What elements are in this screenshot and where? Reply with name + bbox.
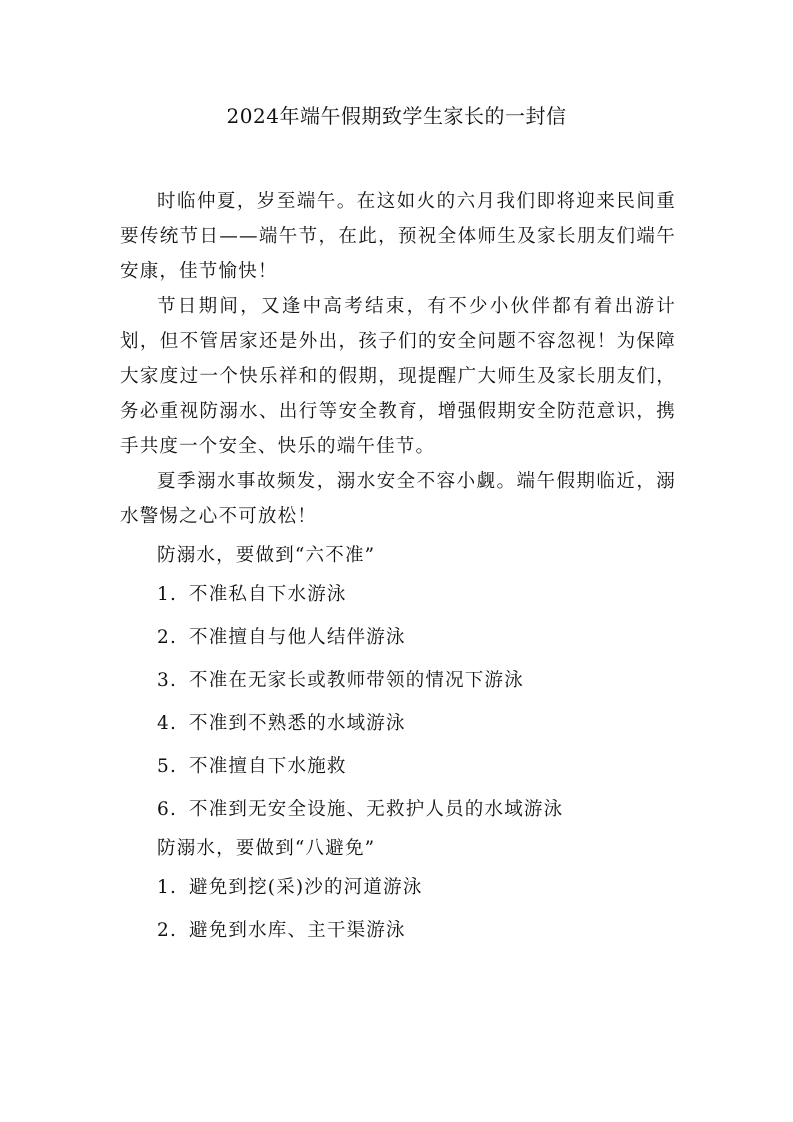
eight-avoid-list (120, 866, 676, 952)
section-heading-six-rules: 防溺水，要做到“六不准” (157, 545, 376, 566)
list-item (120, 659, 676, 702)
section-heading-eight-avoid: 防溺水，要做到“八避免” (157, 838, 376, 859)
document-title: 2024年端午假期致学生家长的一封信 (226, 104, 567, 128)
list-number: 5. (157, 756, 178, 777)
list-number: 6. (157, 799, 178, 820)
list-text: 不准擅自下水施救 (189, 756, 347, 777)
list-item (120, 745, 676, 788)
list-text: 不准私自下水游泳 (189, 584, 347, 605)
document-body (120, 184, 676, 952)
list-item (120, 866, 676, 909)
paragraph-greeting: 时临仲夏，岁至端午。在这如火的六月我们即将迎来民间重要传统节日——端午节，在此，预祝全体师生及家长朋友们端午安康，佳节愉快！ (120, 191, 676, 282)
list-item (120, 573, 676, 616)
list-number: 2. (157, 920, 178, 941)
list-text: 不准在无家长或教师带领的情况下游泳 (189, 670, 524, 691)
paragraph-safety-reminder: 节日期间，又逢中高考结束，有不少小伙伴都有着出游计划，但不管居家还是外出，孩子们的安全问题不容忽视！为保障大家度过一个快乐祥和的假期，现提醒广大师生及家长朋友们，务必重视防溺水、出行等安全教育，增强假期安全防范意识，携手共度一个安全、快乐的端午佳节。 (120, 296, 676, 457)
list-number: 2. (157, 627, 178, 648)
paragraph-drowning-warning: 夏季溺水事故频发，溺水安全不容小觑。端午假期临近，溺水警惕之心不可放松！ (120, 471, 676, 527)
list-item (120, 616, 676, 659)
list-number: 3. (157, 670, 178, 691)
six-rules-list (120, 573, 676, 831)
list-text: 不准擅自与他人结伴游泳 (189, 627, 406, 648)
list-number: 4. (157, 713, 178, 734)
list-number: 1. (157, 877, 178, 898)
list-text: 不准到不熟悉的水域游泳 (189, 713, 406, 734)
list-text: 不准到无安全设施、无救护人员的水域游泳 (189, 799, 564, 820)
list-item (120, 909, 676, 952)
list-item (120, 788, 676, 831)
list-text: 避免到水库、主干渠游泳 (189, 920, 406, 941)
list-item (120, 702, 676, 745)
list-number: 1. (157, 584, 178, 605)
list-text: 避免到挖(采)沙的河道游泳 (189, 877, 423, 898)
